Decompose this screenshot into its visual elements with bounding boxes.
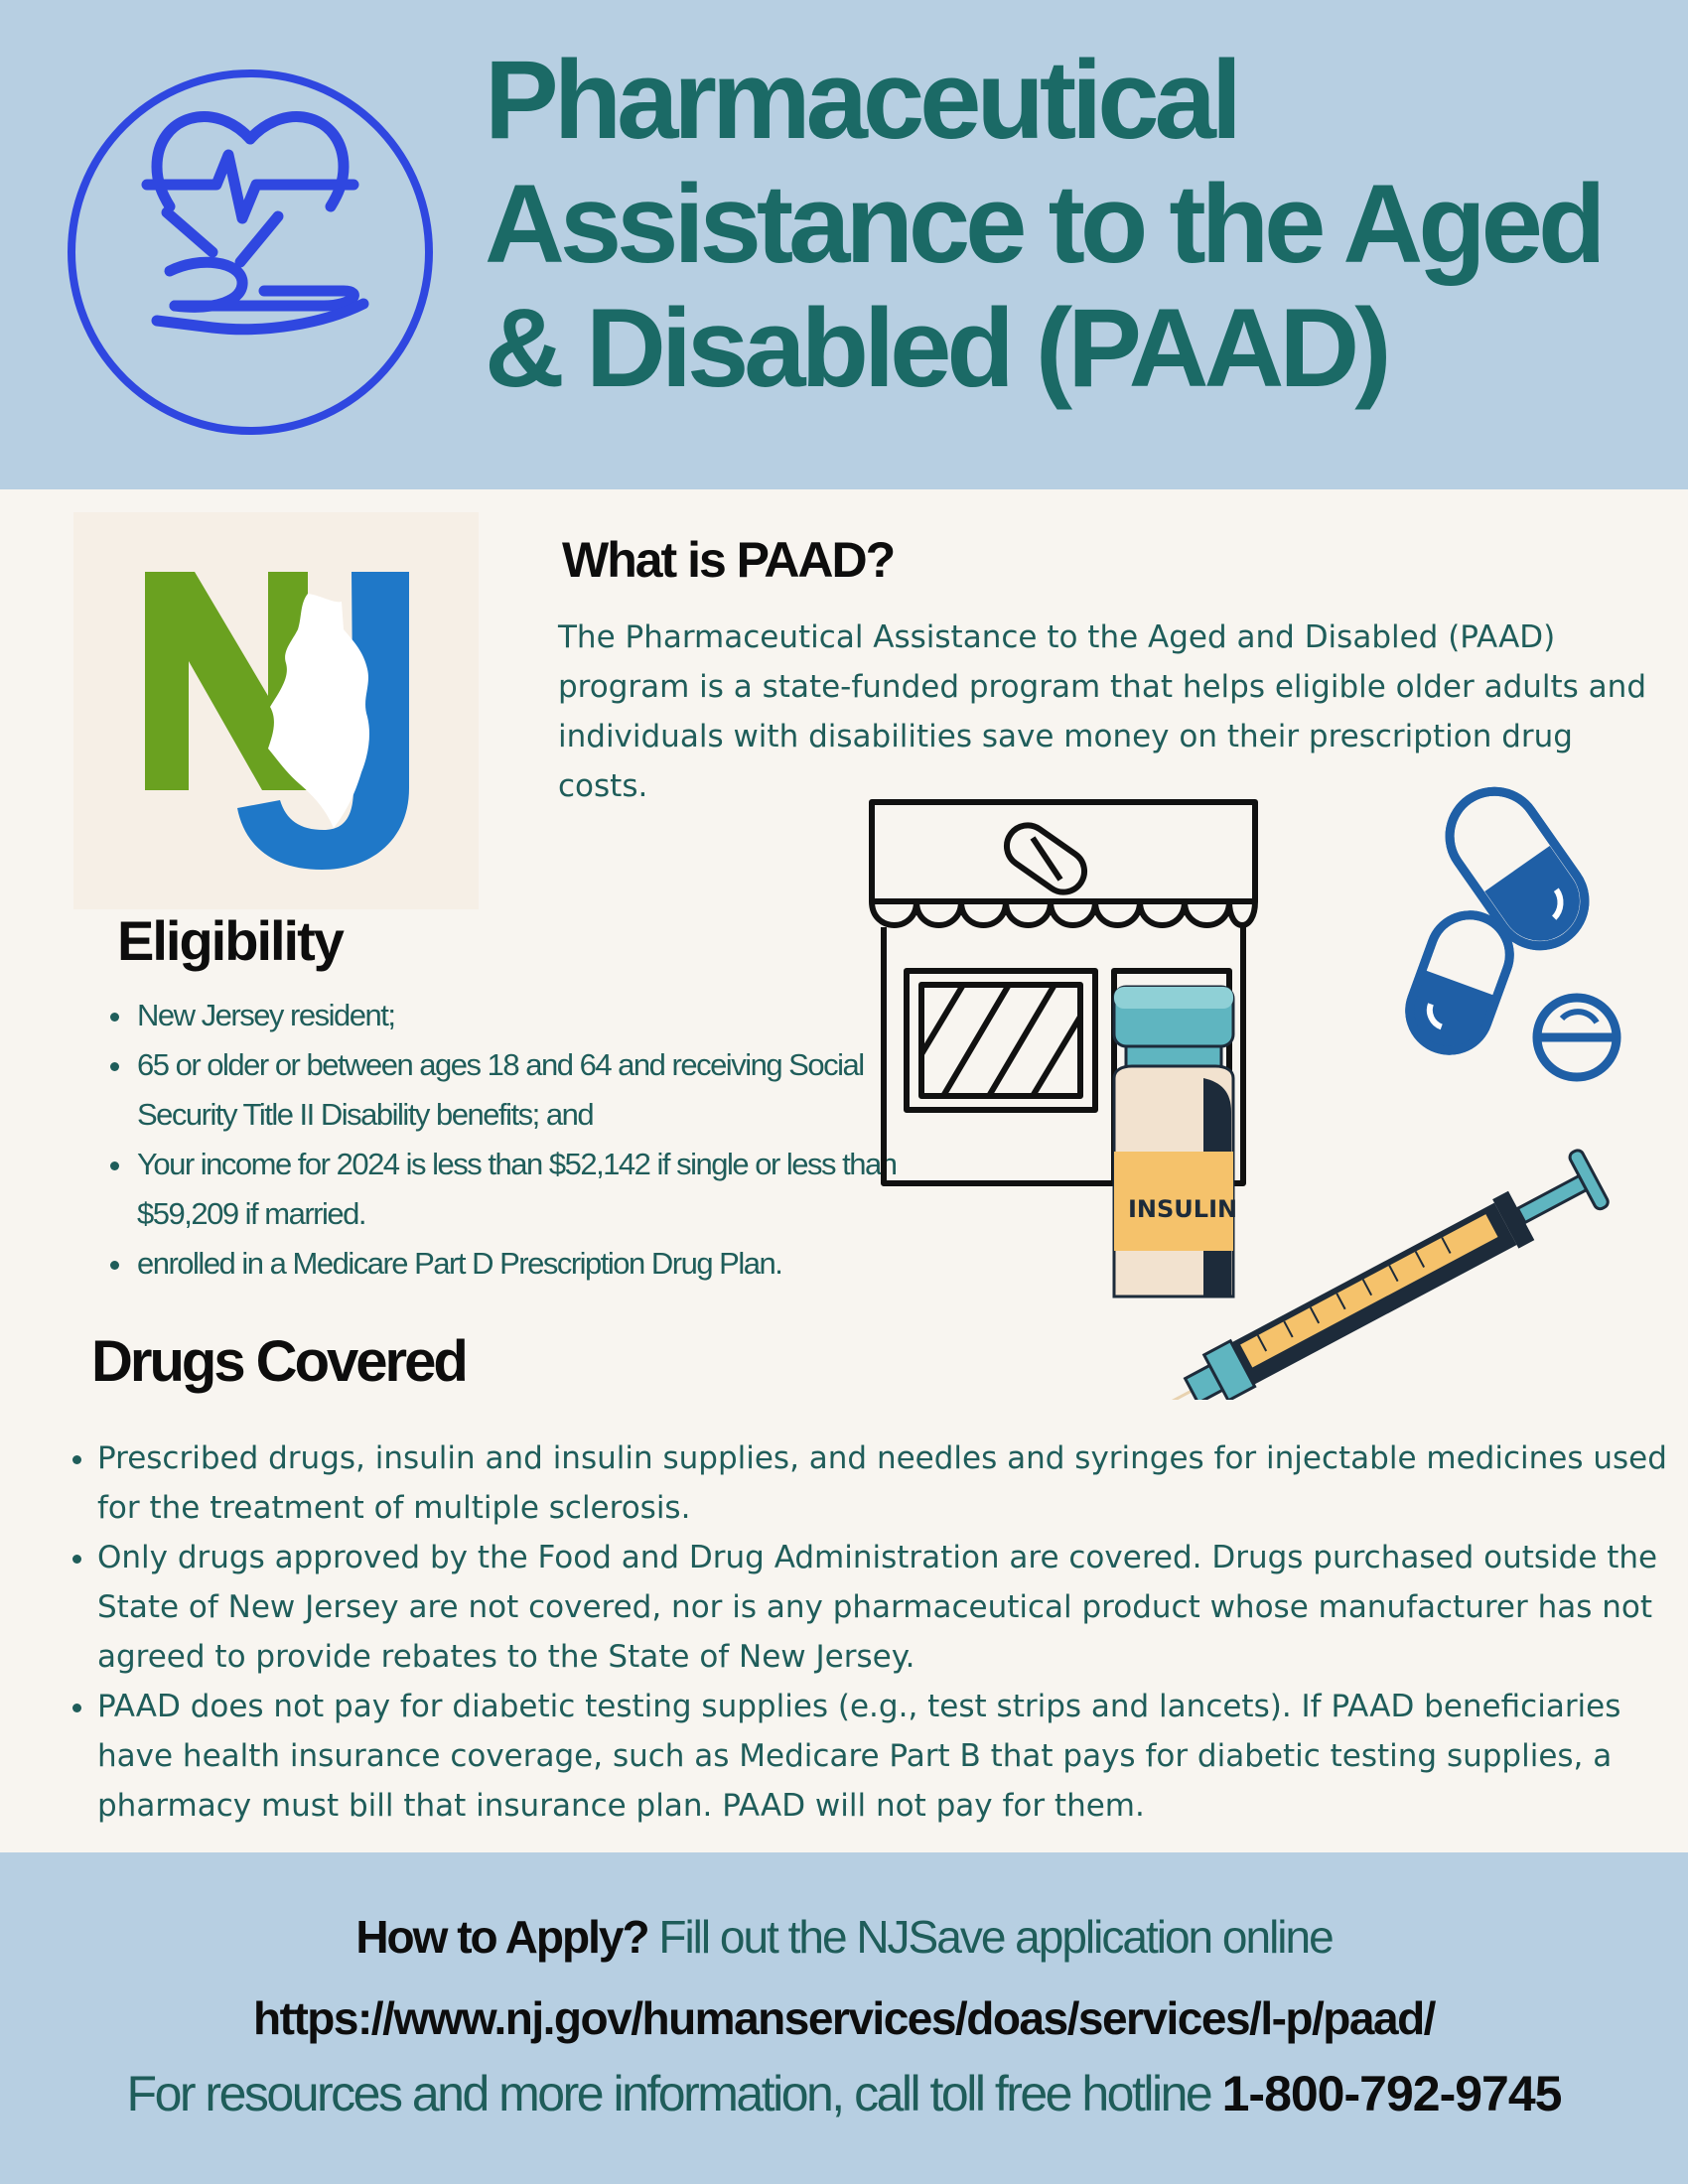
page-title bbox=[485, 38, 1676, 410]
hotline-line bbox=[0, 2065, 1688, 2122]
what-is-paad-heading: What is PAAD? bbox=[562, 532, 895, 588]
drugs-covered-item: • Prescribed drugs, insulin and insulin supplies, and needles and syringes for injectable medicines used for the treatment of multiple sclerosis. bbox=[97, 1433, 1688, 1533]
drugs-covered-item: • Only drugs approved by the Food and Drug Administration are covered. Drugs purchased outside the State of New Jersey are not covered, nor is any pharmaceutical product whose manufacturer has not agreed to provide rebates to the State of New Jersey. bbox=[97, 1533, 1688, 1682]
title-line: Assistance to the Aged bbox=[485, 162, 1602, 286]
new-jersey-logo bbox=[73, 512, 479, 909]
what-is-paad-description: The Pharmaceutical Assistance to the Aged and Disabled (PAAD) program is a state-funded program that helps eligible older adults and individuals with disabilities save money on their prescription drug costs. bbox=[558, 619, 1647, 804]
hotline-text: For resources and more information, call toll free hotline bbox=[126, 2066, 1211, 2121]
drugs-covered-list bbox=[58, 1433, 1688, 1831]
nj-logo-icon bbox=[73, 512, 479, 909]
how-to-apply-line bbox=[0, 1910, 1688, 1964]
eligibility-item: • enrolled in a Medicare Part D Prescription Drug Plan. bbox=[135, 1239, 919, 1289]
eligibility-heading: Eligibility bbox=[117, 909, 343, 972]
heart-hand-icon bbox=[66, 68, 435, 437]
eligibility-item: • Your income for 2024 is less than $52,142 if single or less than $59,209 if married. bbox=[135, 1140, 919, 1239]
how-to-apply-text: Fill out the NJSave application online bbox=[658, 1911, 1333, 1963]
title-line: & Disabled (PAAD) bbox=[485, 286, 1387, 410]
insulin-vial bbox=[1114, 987, 1237, 1297]
insulin-illustration bbox=[1092, 983, 1668, 1400]
application-url-link[interactable]: https://www.nj.gov/humanservices/doas/services/l-p/paad/ bbox=[253, 1992, 1435, 2044]
drugs-covered-heading: Drugs Covered bbox=[91, 1329, 466, 1394]
eligibility-item: • New Jersey resident; bbox=[135, 991, 919, 1040]
how-to-apply-question: How to Apply? bbox=[355, 1911, 648, 1963]
hotline-phone-number[interactable]: 1-800-792-9745 bbox=[1221, 2066, 1562, 2121]
eligibility-item: • 65 or older or between ages 18 and 64 and receiving Social Security Title II Disability benefits; and bbox=[135, 1040, 919, 1140]
eligibility-list bbox=[95, 991, 919, 1289]
insulin-label: INSULIN bbox=[1128, 1195, 1238, 1223]
title-line: Pharmaceutical bbox=[485, 38, 1237, 162]
drugs-covered-item: • PAAD does not pay for diabetic testing supplies (e.g., test strips and lancets). If PAAD beneficiaries have health insurance coverage, such as Medicare Part B that pays for diabetic testing supplies, a pharmacy must bill that insurance plan. PAAD will not pay for them. bbox=[97, 1682, 1688, 1831]
